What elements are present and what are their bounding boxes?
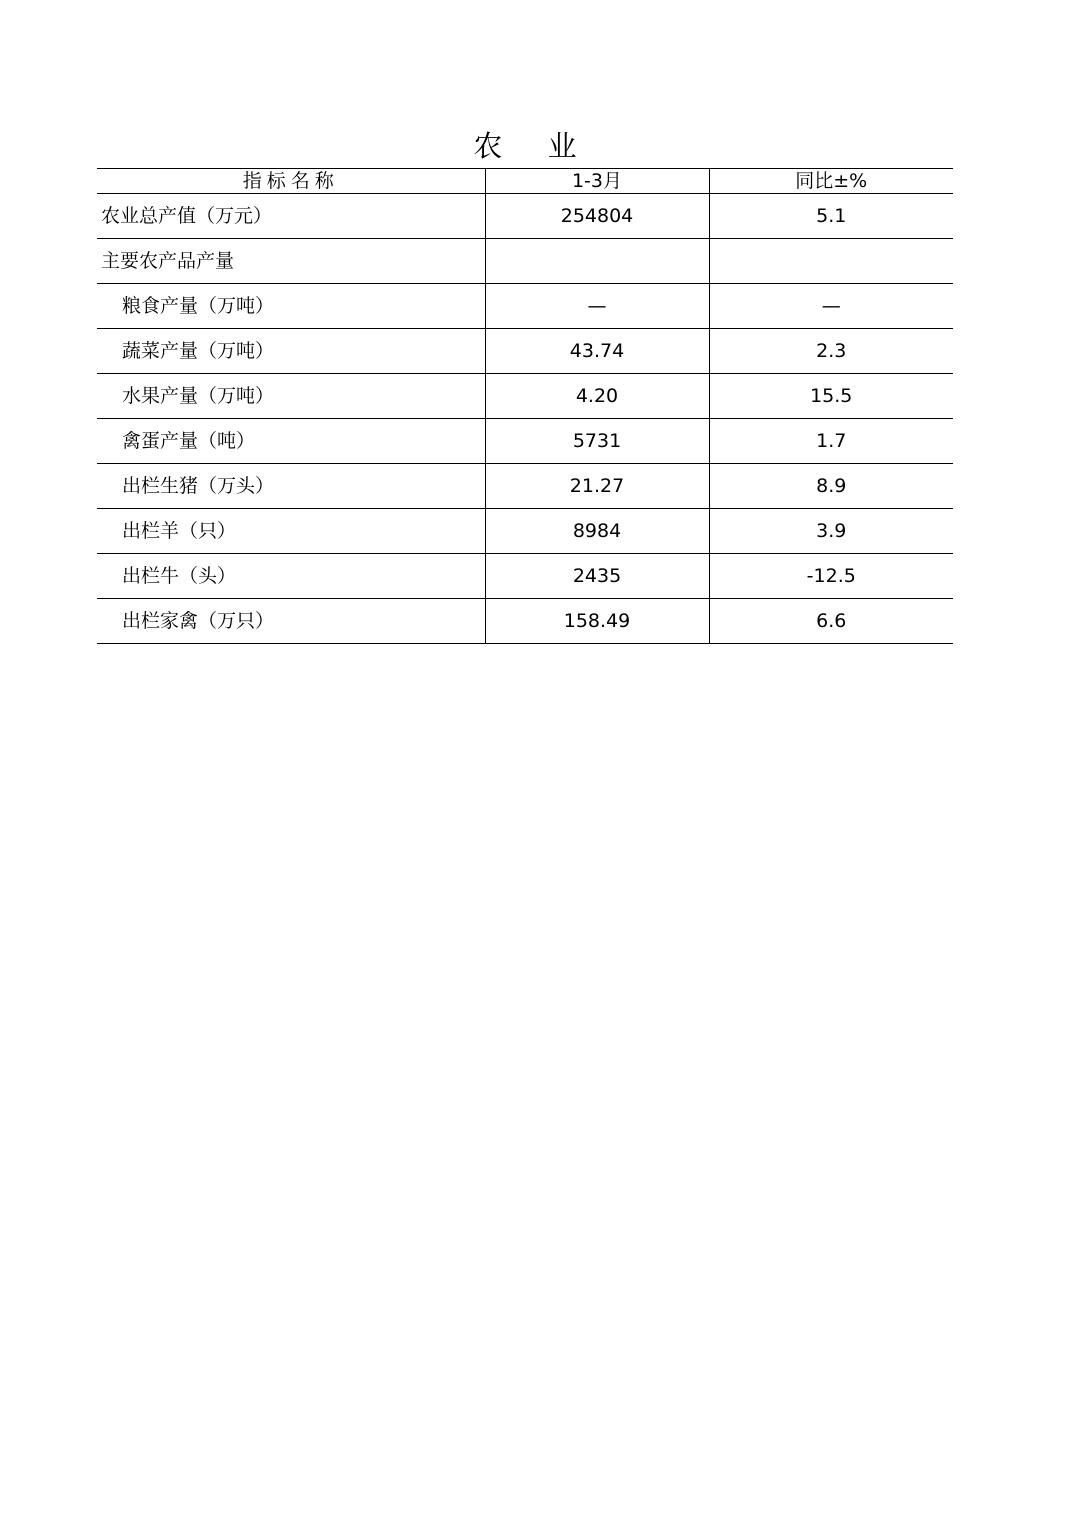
agriculture-table bbox=[97, 168, 953, 644]
indicator-name-cell: 出栏羊（只） bbox=[97, 509, 485, 554]
period-value-cell: 4.20 bbox=[485, 374, 709, 419]
period-value-cell: 8984 bbox=[485, 509, 709, 554]
indicator-name-cell: 主要农产品产量 bbox=[97, 239, 485, 284]
indicator-name-cell: 农业总产值（万元） bbox=[97, 194, 485, 239]
yoy-change-cell: — bbox=[709, 284, 953, 329]
table-row bbox=[97, 554, 953, 599]
yoy-change-cell: 6.6 bbox=[709, 599, 953, 644]
yoy-change-cell bbox=[709, 239, 953, 284]
table-row bbox=[97, 419, 953, 464]
indicator-name-cell: 粮食产量（万吨） bbox=[97, 284, 485, 329]
indicator-name-cell: 禽蛋产量（吨） bbox=[97, 419, 485, 464]
table-row bbox=[97, 374, 953, 419]
period-value-cell: — bbox=[485, 284, 709, 329]
table-row bbox=[97, 239, 953, 284]
column-header-indicator: 指标名称 bbox=[97, 169, 485, 194]
period-value-cell: 2435 bbox=[485, 554, 709, 599]
yoy-change-cell: 8.9 bbox=[709, 464, 953, 509]
column-header-period: 1-3月 bbox=[485, 169, 709, 194]
indicator-name-cell: 蔬菜产量（万吨） bbox=[97, 329, 485, 374]
period-value-cell: 158.49 bbox=[485, 599, 709, 644]
period-value-cell: 43.74 bbox=[485, 329, 709, 374]
yoy-change-cell: 5.1 bbox=[709, 194, 953, 239]
period-value-cell: 254804 bbox=[485, 194, 709, 239]
yoy-change-cell: 3.9 bbox=[709, 509, 953, 554]
table-row bbox=[97, 284, 953, 329]
page-title: 农 业 bbox=[473, 129, 595, 163]
indicator-name-cell: 出栏生猪（万头） bbox=[97, 464, 485, 509]
table-row bbox=[97, 509, 953, 554]
column-header-yoy: 同比±% bbox=[709, 169, 953, 194]
table-row bbox=[97, 194, 953, 239]
indicator-name-cell: 水果产量（万吨） bbox=[97, 374, 485, 419]
period-value-cell: 21.27 bbox=[485, 464, 709, 509]
period-value-cell: 5731 bbox=[485, 419, 709, 464]
yoy-change-cell: 1.7 bbox=[709, 419, 953, 464]
table-body bbox=[97, 194, 953, 644]
table-row bbox=[97, 599, 953, 644]
table-row bbox=[97, 329, 953, 374]
period-value-cell bbox=[485, 239, 709, 284]
yoy-change-cell: -12.5 bbox=[709, 554, 953, 599]
indicator-name-cell: 出栏牛（头） bbox=[97, 554, 485, 599]
indicator-name-cell: 出栏家禽（万只） bbox=[97, 599, 485, 644]
table-row bbox=[97, 464, 953, 509]
yoy-change-cell: 15.5 bbox=[709, 374, 953, 419]
table-header-row bbox=[97, 169, 953, 194]
yoy-change-cell: 2.3 bbox=[709, 329, 953, 374]
